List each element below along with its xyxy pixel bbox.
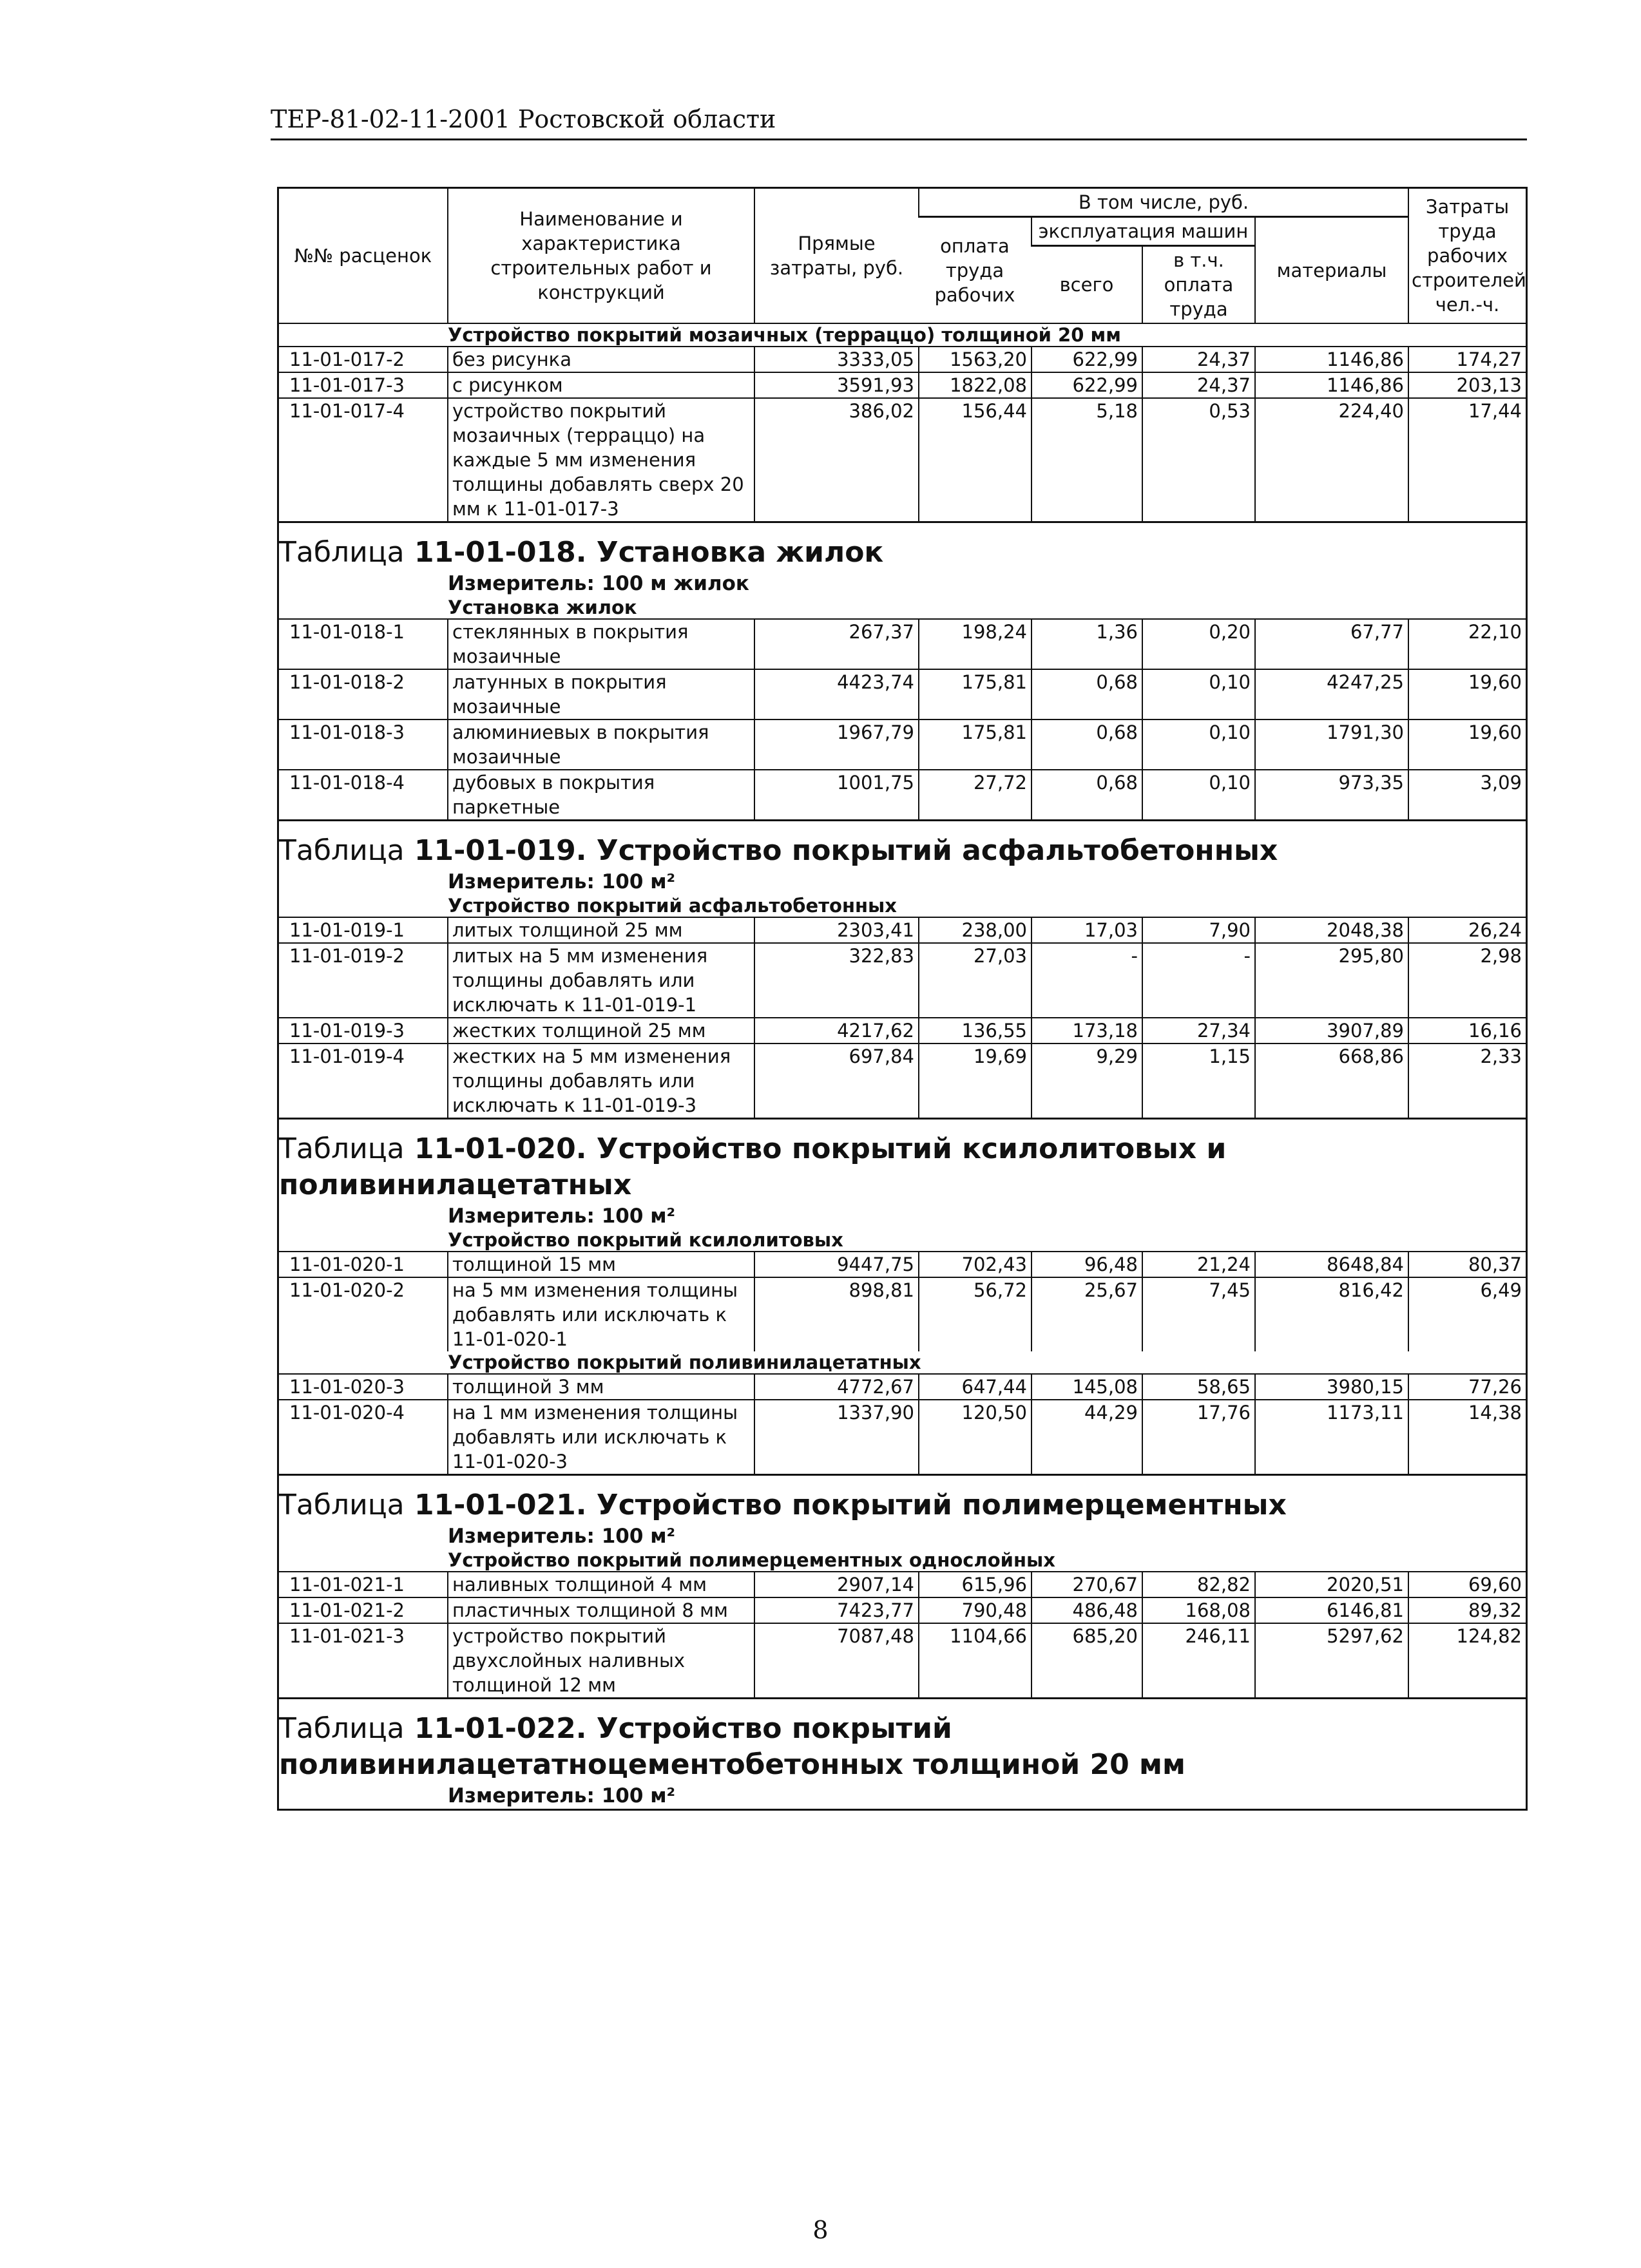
work-name: дубовых в покрытия паркетные [448, 770, 754, 821]
labor-pay: 198,24 [919, 619, 1032, 669]
rate-code: 11-01-018-2 [279, 669, 448, 719]
measure-unit: Измеритель: 100 м² [448, 1525, 676, 1548]
labor-hours: 22,10 [1408, 619, 1526, 669]
labor-hours: 174,27 [1408, 347, 1526, 372]
table-row [279, 1277, 1526, 1351]
machine-labor: 21,24 [1142, 1252, 1255, 1277]
direct-cost: 2303,41 [754, 917, 919, 943]
machine-cost: 486,48 [1032, 1597, 1142, 1623]
labor-hours: 19,60 [1408, 669, 1526, 719]
rate-code: 11-01-020-2 [279, 1277, 448, 1351]
materials-cost: 8648,84 [1255, 1252, 1408, 1277]
col-hours: Затраты труда рабочих строителей чел.-ч. [1408, 188, 1526, 324]
table-row [279, 770, 1526, 821]
page-number: 8 [812, 2216, 829, 2244]
labor-hours: 26,24 [1408, 917, 1526, 943]
materials-cost: 2048,38 [1255, 917, 1408, 943]
work-name: латунных в покрытия мозаичные [448, 669, 754, 719]
labor-hours: 80,37 [1408, 1252, 1526, 1277]
col-machines: эксплуатация машин [1032, 217, 1255, 246]
table-title [279, 523, 1526, 571]
table-row [279, 1018, 1526, 1043]
labor-hours: 14,38 [1408, 1400, 1526, 1475]
direct-cost: 9447,75 [754, 1252, 919, 1277]
materials-cost: 1791,30 [1255, 719, 1408, 770]
labor-pay: 238,00 [919, 917, 1032, 943]
rate-code: 11-01-020-4 [279, 1400, 448, 1475]
work-name: литых на 5 мм изменения толщины добавлять или исключать к 11-01-019-1 [448, 943, 754, 1018]
direct-cost: 4423,74 [754, 669, 919, 719]
col-materials: материалы [1255, 217, 1408, 324]
rates-sheet [277, 187, 1528, 1811]
table-section [279, 1699, 1526, 1809]
materials-cost: 668,86 [1255, 1043, 1408, 1119]
table-row [279, 917, 1526, 943]
labor-hours: 2,33 [1408, 1043, 1526, 1119]
subsection-title: Установка жилок [448, 596, 637, 618]
machine-cost: 9,29 [1032, 1043, 1142, 1119]
rates-table [279, 187, 1526, 1809]
subsection-title: Устройство покрытий ксилолитовых [448, 1229, 843, 1251]
measure-unit: Измеритель: 100 м² [448, 1205, 676, 1228]
machine-cost: 25,67 [1032, 1277, 1142, 1351]
rate-code: 11-01-017-2 [279, 347, 448, 372]
table-section [279, 821, 1526, 895]
labor-pay: 647,44 [919, 1374, 1032, 1400]
table-label: Таблица [279, 1489, 405, 1521]
subsection-row [279, 323, 1526, 347]
labor-pay: 702,43 [919, 1252, 1032, 1277]
rate-code: 11-01-020-3 [279, 1374, 448, 1400]
labor-pay: 156,44 [919, 398, 1032, 522]
table-label: Таблица [279, 1132, 405, 1165]
machine-cost: 0,68 [1032, 669, 1142, 719]
labor-pay: 136,55 [919, 1018, 1032, 1043]
subsection-title: Устройство покрытий мозаичных (терраццо) толщиной 20 мм [448, 324, 1121, 346]
labor-hours: 3,09 [1408, 770, 1526, 821]
materials-cost: 295,80 [1255, 943, 1408, 1018]
machine-labor: 27,34 [1142, 1018, 1255, 1043]
labor-pay: 27,72 [919, 770, 1032, 821]
labor-hours: 203,13 [1408, 372, 1526, 398]
table-row [279, 1252, 1526, 1277]
machine-cost: - [1032, 943, 1142, 1018]
table-row [279, 619, 1526, 669]
col-code: №№ расценок [279, 188, 448, 324]
table-title [279, 1120, 1526, 1203]
machine-labor: 0,20 [1142, 619, 1255, 669]
rate-code: 11-01-019-2 [279, 943, 448, 1018]
rate-code: 11-01-019-1 [279, 917, 448, 943]
labor-pay: 27,03 [919, 943, 1032, 1018]
materials-cost: 2020,51 [1255, 1572, 1408, 1597]
table-label: Таблица [279, 536, 405, 569]
table-row [279, 372, 1526, 398]
direct-cost: 4772,67 [754, 1374, 919, 1400]
rate-code: 11-01-017-4 [279, 398, 448, 522]
direct-cost: 1337,90 [754, 1400, 919, 1475]
subsection-row [279, 1229, 1526, 1252]
table-row [279, 1043, 1526, 1119]
machine-cost: 1,36 [1032, 619, 1142, 669]
work-name: устройство покрытий мозаичных (терраццо) на каждые 5 мм изменения толщины добавлять сверх 20 мм к 11-01-017-3 [448, 398, 754, 522]
table-section [279, 522, 1526, 597]
labor-hours: 19,60 [1408, 719, 1526, 770]
table-title [279, 1699, 1526, 1783]
machine-cost: 44,29 [1032, 1400, 1142, 1475]
materials-cost: 5297,62 [1255, 1623, 1408, 1699]
labor-pay: 615,96 [919, 1572, 1032, 1597]
work-name: стеклянных в покрытия мозаичные [448, 619, 754, 669]
materials-cost: 3980,15 [1255, 1374, 1408, 1400]
direct-cost: 1001,75 [754, 770, 919, 821]
table-label: Таблица [279, 1712, 405, 1745]
machine-cost: 5,18 [1032, 398, 1142, 522]
subsection-title: Устройство покрытий асфальтобетонных [448, 895, 897, 917]
rate-code: 11-01-018-4 [279, 770, 448, 821]
machine-labor: 58,65 [1142, 1374, 1255, 1400]
table-row [279, 719, 1526, 770]
col-mach-labor: в т.ч. оплата труда [1142, 246, 1255, 324]
labor-pay: 1822,08 [919, 372, 1032, 398]
labor-hours: 69,60 [1408, 1572, 1526, 1597]
subsection-title: Устройство покрытий поливинилацетатных [448, 1351, 921, 1373]
table-row [279, 347, 1526, 372]
direct-cost: 386,02 [754, 398, 919, 522]
table-row [279, 943, 1526, 1018]
labor-hours: 77,26 [1408, 1374, 1526, 1400]
measure-unit: Измеритель: 100 м жилок [448, 572, 749, 595]
machine-cost: 622,99 [1032, 372, 1142, 398]
materials-cost: 3907,89 [1255, 1018, 1408, 1043]
labor-pay: 790,48 [919, 1597, 1032, 1623]
machine-labor: 0,53 [1142, 398, 1255, 522]
machine-labor: 17,76 [1142, 1400, 1255, 1475]
rate-code: 11-01-018-1 [279, 619, 448, 669]
work-name: толщиной 3 мм [448, 1374, 754, 1400]
labor-pay: 56,72 [919, 1277, 1032, 1351]
machine-labor: 1,15 [1142, 1043, 1255, 1119]
table-title-text: 11-01-022. Устройство покрытий поливинилацетатноцементобетонных толщиной 20 мм [279, 1712, 1185, 1781]
machine-cost: 17,03 [1032, 917, 1142, 943]
work-name: без рисунка [448, 347, 754, 372]
materials-cost: 224,40 [1255, 398, 1408, 522]
work-name: жестких толщиной 25 мм [448, 1018, 754, 1043]
machine-cost: 173,18 [1032, 1018, 1142, 1043]
page-header: ТЕР-81-02-11-2001 Ростовской области [271, 105, 1527, 140]
table-title [279, 821, 1526, 869]
subsection-row [279, 895, 1526, 917]
work-name: алюминиевых в покрытия мозаичные [448, 719, 754, 770]
work-name: на 5 мм изменения толщины добавлять или исключать к 11-01-020-1 [448, 1277, 754, 1351]
work-name: пластичных толщиной 8 мм [448, 1597, 754, 1623]
col-direct: Прямые затраты, руб. [754, 188, 919, 324]
labor-hours: 2,98 [1408, 943, 1526, 1018]
machine-labor: - [1142, 943, 1255, 1018]
machine-labor: 246,11 [1142, 1623, 1255, 1699]
table-row [279, 1597, 1526, 1623]
labor-pay: 120,50 [919, 1400, 1032, 1475]
machine-cost: 270,67 [1032, 1572, 1142, 1597]
machine-cost: 96,48 [1032, 1252, 1142, 1277]
work-name: толщиной 15 мм [448, 1252, 754, 1277]
table-row [279, 398, 1526, 522]
direct-cost: 2907,14 [754, 1572, 919, 1597]
rate-code: 11-01-020-1 [279, 1252, 448, 1277]
labor-hours: 124,82 [1408, 1623, 1526, 1699]
labor-pay: 1104,66 [919, 1623, 1032, 1699]
subsection-title: Устройство покрытий полимерцементных однослойных [448, 1549, 1055, 1571]
machine-labor: 24,37 [1142, 372, 1255, 398]
rate-code: 11-01-018-3 [279, 719, 448, 770]
measure-unit: Измеритель: 100 м² [448, 870, 676, 893]
direct-cost: 4217,62 [754, 1018, 919, 1043]
machine-cost: 0,68 [1032, 770, 1142, 821]
machine-cost: 622,99 [1032, 347, 1142, 372]
labor-hours: 17,44 [1408, 398, 1526, 522]
rate-code: 11-01-021-1 [279, 1572, 448, 1597]
table-row [279, 1400, 1526, 1475]
table-title-text: 11-01-018. Установка жилок [414, 536, 884, 569]
labor-pay: 175,81 [919, 669, 1032, 719]
direct-cost: 697,84 [754, 1043, 919, 1119]
col-labor: оплата труда рабочих [919, 217, 1032, 324]
direct-cost: 7087,48 [754, 1623, 919, 1699]
rate-code: 11-01-019-3 [279, 1018, 448, 1043]
direct-cost: 898,81 [754, 1277, 919, 1351]
machine-labor: 0,10 [1142, 669, 1255, 719]
labor-pay: 19,69 [919, 1043, 1032, 1119]
labor-hours: 6,49 [1408, 1277, 1526, 1351]
direct-cost: 267,37 [754, 619, 919, 669]
table-row [279, 1572, 1526, 1597]
direct-cost: 3333,05 [754, 347, 919, 372]
work-name: с рисунком [448, 372, 754, 398]
table-title-text: 11-01-019. Устройство покрытий асфальтобетонных [414, 834, 1278, 867]
direct-cost: 3591,93 [754, 372, 919, 398]
table-row [279, 1623, 1526, 1699]
materials-cost: 6146,81 [1255, 1597, 1408, 1623]
machine-labor: 82,82 [1142, 1572, 1255, 1597]
work-name: наливных толщиной 4 мм [448, 1572, 754, 1597]
table-row [279, 669, 1526, 719]
table-title-text: 11-01-020. Устройство покрытий ксилолитовых и поливинилацетатных [279, 1132, 1227, 1201]
table-label: Таблица [279, 834, 405, 867]
materials-cost: 67,77 [1255, 619, 1408, 669]
machine-labor: 168,08 [1142, 1597, 1255, 1623]
machine-labor: 7,90 [1142, 917, 1255, 943]
direct-cost: 1967,79 [754, 719, 919, 770]
rate-code: 11-01-017-3 [279, 372, 448, 398]
labor-pay: 1563,20 [919, 347, 1032, 372]
materials-cost: 4247,25 [1255, 669, 1408, 719]
machine-cost: 685,20 [1032, 1623, 1142, 1699]
labor-hours: 89,32 [1408, 1597, 1526, 1623]
materials-cost: 1146,86 [1255, 372, 1408, 398]
work-name: на 1 мм изменения толщины добавлять или исключать к 11-01-020-3 [448, 1400, 754, 1475]
labor-pay: 175,81 [919, 719, 1032, 770]
materials-cost: 1146,86 [1255, 347, 1408, 372]
materials-cost: 816,42 [1255, 1277, 1408, 1351]
machine-labor: 0,10 [1142, 719, 1255, 770]
materials-cost: 973,35 [1255, 770, 1408, 821]
subsection-row [279, 596, 1526, 619]
table-section [279, 1475, 1526, 1550]
table-title [279, 1476, 1526, 1523]
machine-labor: 24,37 [1142, 347, 1255, 372]
table-title-text: 11-01-021. Устройство покрытий полимерцементных [414, 1489, 1287, 1521]
direct-cost: 322,83 [754, 943, 919, 1018]
rate-code: 11-01-021-3 [279, 1623, 448, 1699]
table-row [279, 1374, 1526, 1400]
rate-code: 11-01-019-4 [279, 1043, 448, 1119]
col-incl: В том числе, руб. [919, 188, 1408, 217]
work-name: устройство покрытий двухслойных наливных толщиной 12 мм [448, 1623, 754, 1699]
work-name: жестких на 5 мм изменения толщины добавлять или исключать к 11-01-019-3 [448, 1043, 754, 1119]
work-name: литых толщиной 25 мм [448, 917, 754, 943]
machine-labor: 0,10 [1142, 770, 1255, 821]
machine-cost: 0,68 [1032, 719, 1142, 770]
machine-cost: 145,08 [1032, 1374, 1142, 1400]
direct-cost: 7423,77 [754, 1597, 919, 1623]
machine-labor: 7,45 [1142, 1277, 1255, 1351]
subsection-row [279, 1549, 1526, 1572]
labor-hours: 16,16 [1408, 1018, 1526, 1043]
measure-unit: Измеритель: 100 м² [448, 1784, 676, 1807]
rate-code: 11-01-021-2 [279, 1597, 448, 1623]
subsection-row [279, 1351, 1526, 1374]
col-name: Наименование и характеристика строительных работ и конструкций [448, 188, 754, 324]
materials-cost: 1173,11 [1255, 1400, 1408, 1475]
col-mach-total: всего [1032, 246, 1142, 324]
table-section [279, 1119, 1526, 1230]
